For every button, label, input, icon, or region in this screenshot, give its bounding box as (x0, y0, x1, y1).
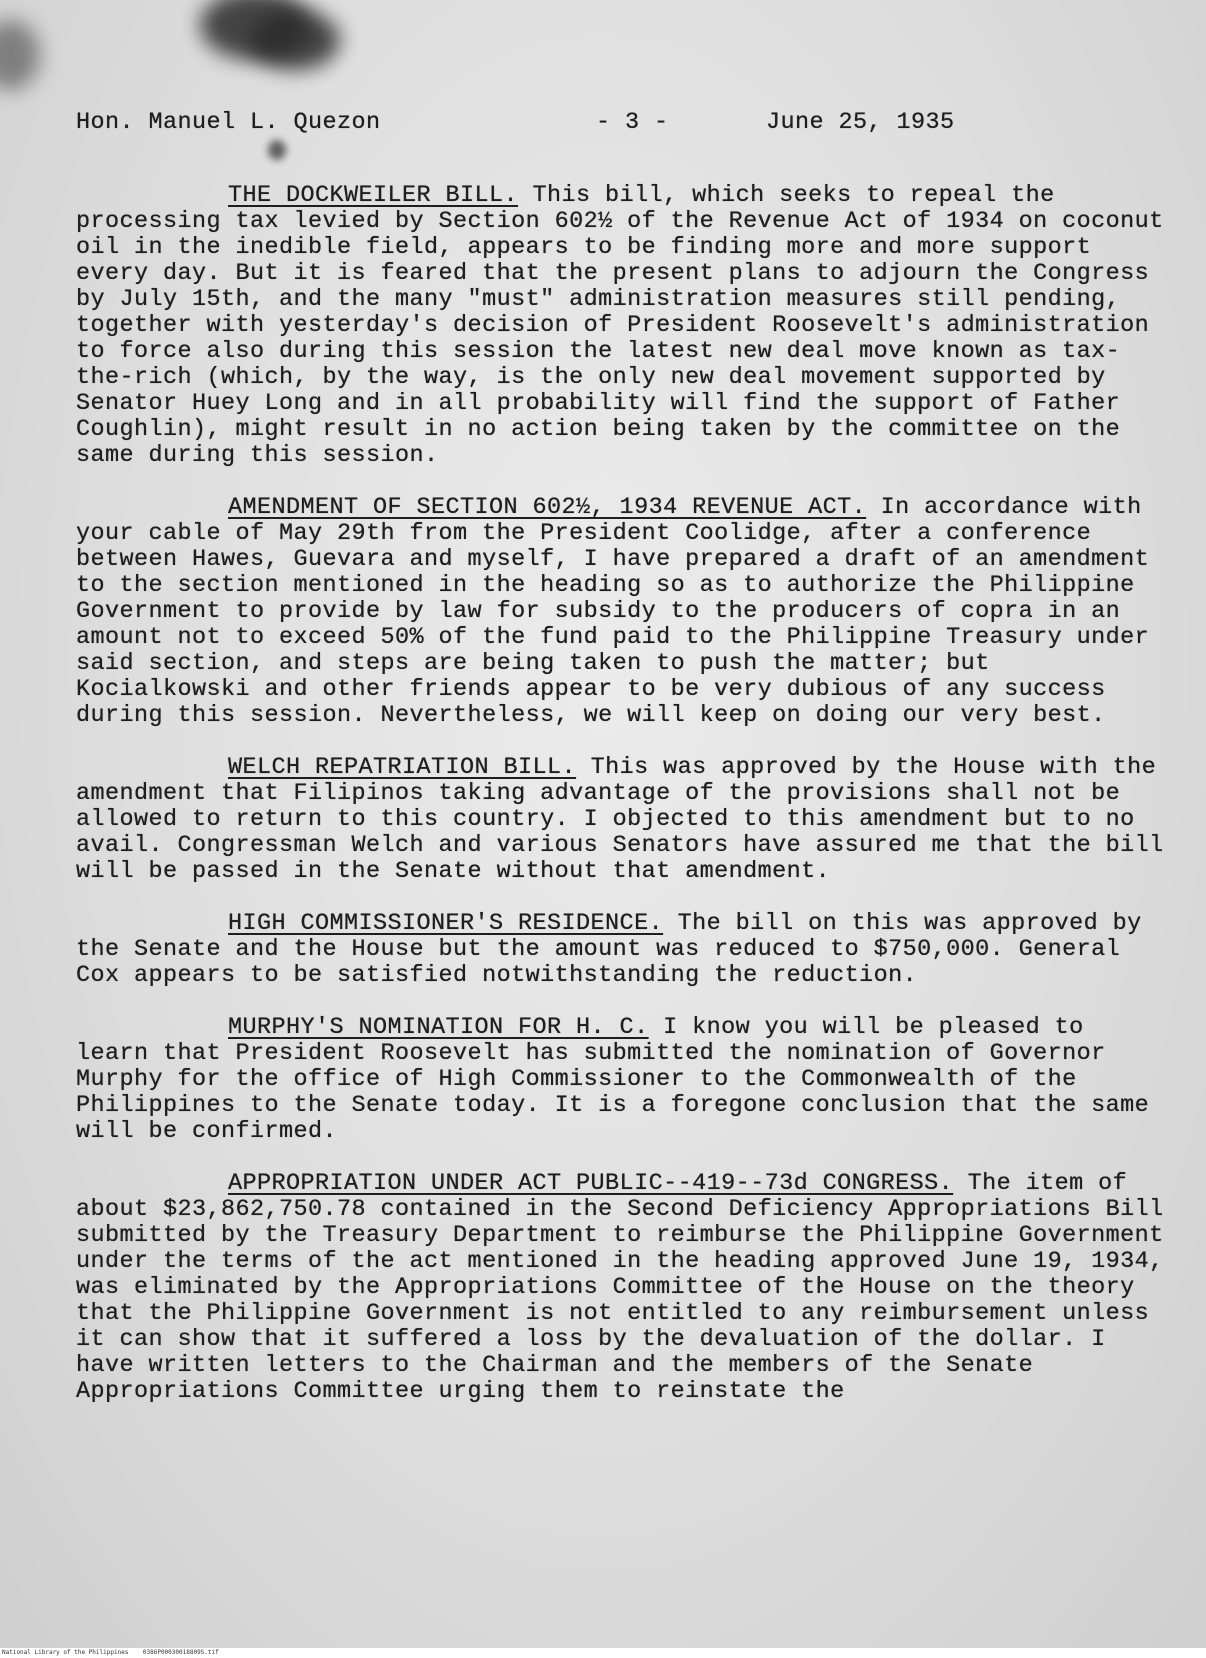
paragraph-heading: HIGH COMMISSIONER'S RESIDENCE. (228, 910, 664, 937)
paragraph-text: This was approved by the House with the amendment that Filipinos taking advantage of the provisions shall not be allowed to return to this country. I objected to this amendment but to no avail. Congressman Welch and various Senators have assured me that the bill will be passed in the Senate without that amendment. (76, 754, 1164, 885)
paragraph-heading: THE DOCKWEILER BILL. (228, 182, 519, 209)
paragraph-high-commissioner-residence (76, 911, 1166, 989)
paragraph-heading: APPROPRIATION UNDER ACT PUBLIC--419--73d CONGRESS. (228, 1170, 954, 1197)
archive-footer: National Library of the Philippines 0386P00030018809S.tif (0, 1648, 1206, 1658)
header-page-number: - 3 - (596, 109, 669, 136)
paragraph-appropriation-act-419 (76, 1171, 1166, 1405)
paragraph-text: The bill on this was approved by the Senate and the House but the amount was reduced to $750,000. General Cox appears to be satisfied notwithstanding the reduction. (76, 910, 1142, 989)
paragraph-text: In accordance with your cable of May 29th from the President Coolidge, after a conference between Hawes, Guevara and myself, I have prepared a draft of an amendment to the section mentioned in the heading so as to authorize the Philippine Government to provide by law for subsidy to the producers of copra in an amount not to exceed 50% of the fund paid to the Philippine Treasury under said section, and steps are being taken to push the matter; but Kocialkowski and other friends appear to be very dubious of any success during this session. Nevertheless, we will keep on doing our very best. (76, 494, 1150, 729)
letter-header (76, 110, 1146, 140)
ink-smudge (268, 140, 286, 160)
paragraph-heading: WELCH REPATRIATION BILL. (228, 754, 577, 781)
paragraph-dockweiler-bill (76, 183, 1166, 469)
ink-smudge (250, 10, 340, 70)
paragraph-text: I know you will be pleased to learn that President Roosevelt has submitted the nomination of Governor Murphy for the office of High Commissioner to the Commonwealth of the Philippines to the Senate today. It is a foregone conclusion that the same will be confirmed. (76, 1014, 1150, 1145)
ink-smudge (0, 20, 40, 90)
paragraph-welch-repatriation-bill (76, 755, 1166, 885)
header-date: June 25, 1935 (766, 109, 955, 136)
paragraph-murphy-nomination (76, 1015, 1166, 1145)
letter-body (76, 183, 1166, 1431)
paragraph-text: This bill, which seeks to repeal the processing tax levied by Section 602½ of the Revenue Act of 1934 on coconut oil in the inedible field, appears to be finding more and more support every day. But it is feared that the present plans to adjourn the Congress by July 15th, and the many "must" administration measures still pending, together with yesterday's decision of President Roosevelt's administration to force also during this session the latest new deal move known as tax-the-rich (which, by the way, is the only new deal movement supported by Senator Huey Long and in all probability will find the support of Father Coughlin), might result in no action being taken by the committee on the same during this session. (76, 182, 1164, 469)
paragraph-heading: AMENDMENT OF SECTION 602½, 1934 REVENUE ACT. (228, 494, 867, 521)
paragraph-heading: MURPHY'S NOMINATION FOR H. C. (228, 1014, 649, 1041)
paragraph-text: The item of about $23,862,750.78 contained in the Second Deficiency Appropriations Bill submitted by the Treasury Department to reimburse the Philippine Government under the terms of the act mentioned in the heading approved June 19, 1934, was eliminated by the Appropriations Committee of the House on the theory that the Philippine Government is not entitled to any reimbursement unless it can show that it suffered a loss by the devaluation of the dollar. I have written letters to the Chairman and the members of the Senate Appropriations Committee urging them to reinstate the (76, 1170, 1164, 1405)
paragraph-amendment-section-602 (76, 495, 1166, 729)
header-recipient: Hon. Manuel L. Quezon (76, 109, 381, 136)
